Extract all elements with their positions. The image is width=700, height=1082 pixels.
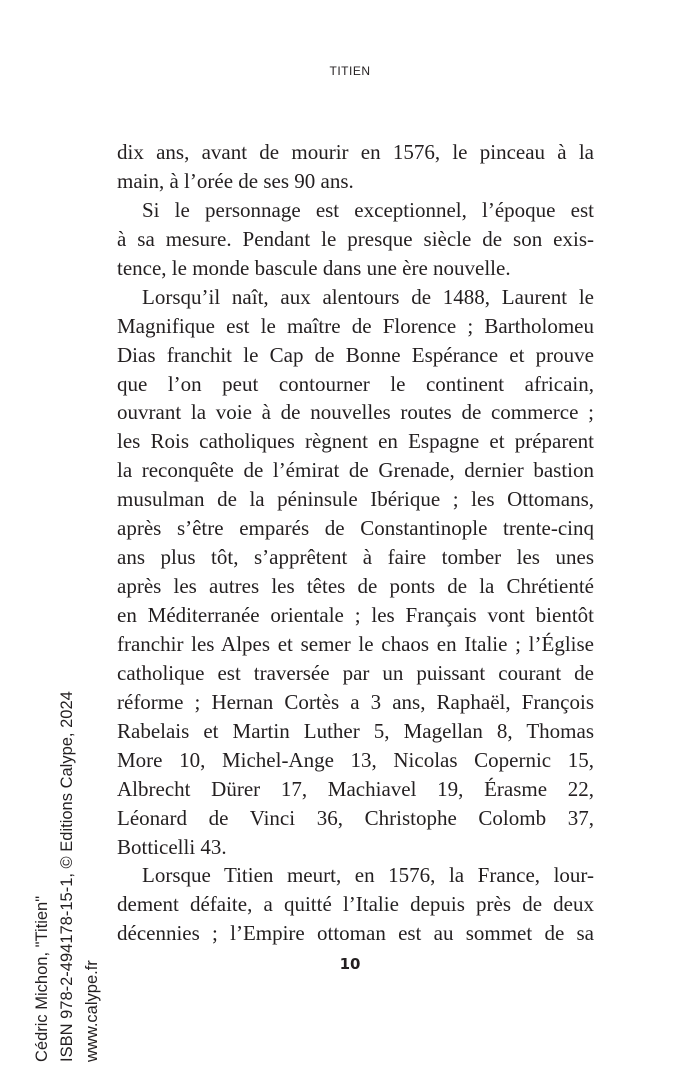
text-line: Magnifique est le maître de Florence ; Bartholomeu bbox=[117, 313, 594, 338]
text-line: ans plus tôt, s’apprêtent à faire tomber les unes bbox=[117, 545, 594, 570]
text-line: en Méditerranée orientale ; les Français vont bientôt bbox=[117, 603, 594, 627]
sidebar-author-title: Cédric Michon, "Titien" bbox=[33, 895, 51, 1062]
text-line: Botticelli 43. bbox=[117, 834, 227, 859]
text-line: Si le personnage est exceptionnel, l’époque est bbox=[142, 197, 594, 222]
text-line: franchir les Alpes et semer le chaos en Italie ; l’Église bbox=[117, 631, 594, 656]
text-line: après les autres les têtes de ponts de la Chrétienté bbox=[117, 574, 594, 599]
text-line: dix ans, avant de mourir en 1576, le pinceau à la bbox=[117, 140, 594, 164]
text-line: la reconquête de l’émirat de Grenade, dernier bastion bbox=[117, 458, 594, 483]
text-line: à sa mesure. Pendant le presque siècle de son exis- bbox=[117, 226, 594, 251]
running-header: TITIEN bbox=[329, 64, 371, 78]
text-line: musulman de la péninsule Ibérique ; les Ottomans, bbox=[117, 487, 594, 512]
text-line: après s’être emparés de Constantinople trente-cinq bbox=[117, 516, 594, 541]
text-line: Lorsque Titien meurt, en 1576, la France, lour- bbox=[142, 863, 594, 888]
text-line: décennies ; l’Empire ottoman est au sommet de sa bbox=[117, 921, 594, 946]
text-line: Dias franchit le Cap de Bonne Espérance et prouve bbox=[117, 342, 594, 367]
text-line: dement défaite, a quitté l’Italie depuis près de deux bbox=[117, 892, 594, 917]
text-line: Léonard de Vinci 36, Christophe Colomb 37, bbox=[117, 805, 594, 830]
text-line: réforme ; Hernan Cortès a 3 ans, Raphaël, François bbox=[117, 689, 594, 714]
text-line: More 10, Michel-Ange 13, Nicolas Copernic 15, bbox=[117, 747, 594, 772]
page-number: 10 bbox=[339, 955, 361, 973]
text-line: Rabelais et Martin Luther 5, Magellan 8, Thomas bbox=[117, 718, 594, 743]
text-line: Albrecht Dürer 17, Machiavel 19, Érasme 22, bbox=[117, 776, 594, 801]
text-line: les Rois catholiques règnent en Espagne et préparent bbox=[117, 429, 594, 454]
text-line: ouvrant la voie à de nouvelles routes de commerce ; bbox=[117, 400, 594, 425]
text-line: que l’on peut contourner le continent africain, bbox=[117, 371, 594, 396]
body-text bbox=[117, 138, 594, 948]
text-line: Lorsqu’il naît, aux alentours de 1488, Laurent le bbox=[142, 284, 594, 309]
text-line: tence, le monde bascule dans une ère nouvelle. bbox=[117, 255, 511, 280]
sidebar-isbn-copyright: ISBN 978-2-494178-15-1, © Editions Calype, 2024 bbox=[58, 691, 76, 1062]
copyright-sidebar bbox=[30, 602, 110, 1062]
text-line: main, à l’orée de ses 90 ans. bbox=[117, 168, 354, 193]
text-line: catholique est traversée par un puissant courant de bbox=[117, 660, 594, 685]
sidebar-website: www.calype.fr bbox=[83, 960, 101, 1062]
